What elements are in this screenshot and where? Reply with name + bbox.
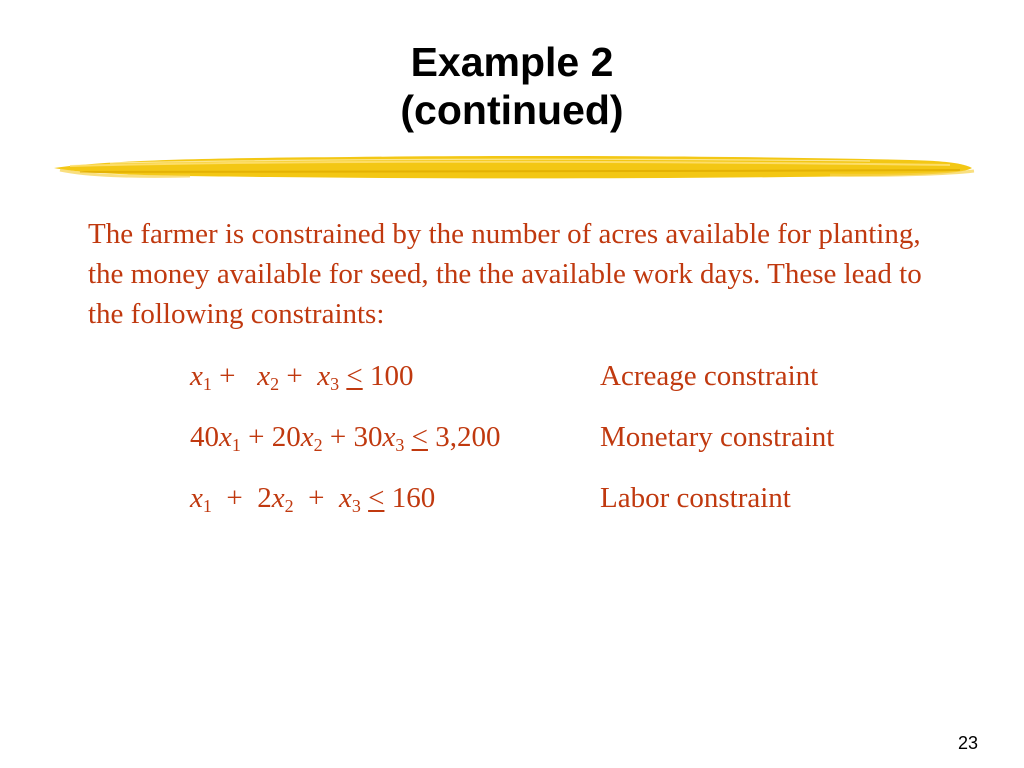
variable: x xyxy=(257,360,271,392)
variable: x xyxy=(190,482,203,514)
variable: x xyxy=(219,421,232,453)
constraint-row-labor xyxy=(0,478,1024,518)
subscript: 3 xyxy=(395,435,405,455)
coefficient: 20 xyxy=(271,421,301,453)
less-equal-sign: < xyxy=(346,360,363,392)
subscript: 1 xyxy=(231,435,241,455)
variable: x xyxy=(190,360,203,392)
title-line-2: (continued) xyxy=(400,87,624,133)
variable: x xyxy=(382,421,396,453)
body-paragraph: The farmer is constrained by the number of acres available for planting, the money available for seed, the the available work days. These lead to the following constraints: xyxy=(88,218,922,330)
subscript: 2 xyxy=(313,435,323,455)
page-number: 23 xyxy=(957,733,978,753)
operator: + xyxy=(293,482,339,514)
less-equal-sign: < xyxy=(411,421,428,453)
subscript: 1 xyxy=(202,496,212,516)
constraint-label: Labor constraint xyxy=(600,482,791,514)
constraint-row-monetary xyxy=(0,417,1024,457)
constraint-expression xyxy=(190,356,413,396)
subscript: 2 xyxy=(284,496,294,516)
operator: + xyxy=(211,360,258,392)
title-line-1: Example 2 xyxy=(410,39,614,85)
variable: x xyxy=(317,360,331,392)
coefficient: 2 xyxy=(257,482,272,514)
subscript: 3 xyxy=(351,496,361,516)
constraint-expression xyxy=(190,478,435,518)
subscript: 3 xyxy=(330,374,340,394)
operator: + xyxy=(211,482,258,514)
right-hand-side: 160 xyxy=(384,482,436,514)
variable: x xyxy=(300,421,314,453)
variable: x xyxy=(271,482,285,514)
constraint-expression xyxy=(190,417,500,457)
coefficient: 30 xyxy=(353,421,383,453)
brush-stroke-divider xyxy=(50,146,976,186)
operator: + xyxy=(240,421,272,453)
constraint-row-acreage xyxy=(0,356,1024,396)
right-hand-side: 3,200 xyxy=(427,421,501,453)
subscript: 1 xyxy=(202,374,212,394)
constraint-label: Acreage constraint xyxy=(600,360,819,392)
right-hand-side: 100 xyxy=(362,360,414,392)
variable: x xyxy=(338,482,352,514)
slide-title xyxy=(0,38,1024,134)
operator: + xyxy=(279,360,318,392)
operator: + xyxy=(322,421,354,453)
less-equal-sign: < xyxy=(368,482,385,514)
subscript: 2 xyxy=(270,374,280,394)
coefficient: 40 xyxy=(190,421,219,453)
constraint-label: Monetary constraint xyxy=(600,421,835,453)
